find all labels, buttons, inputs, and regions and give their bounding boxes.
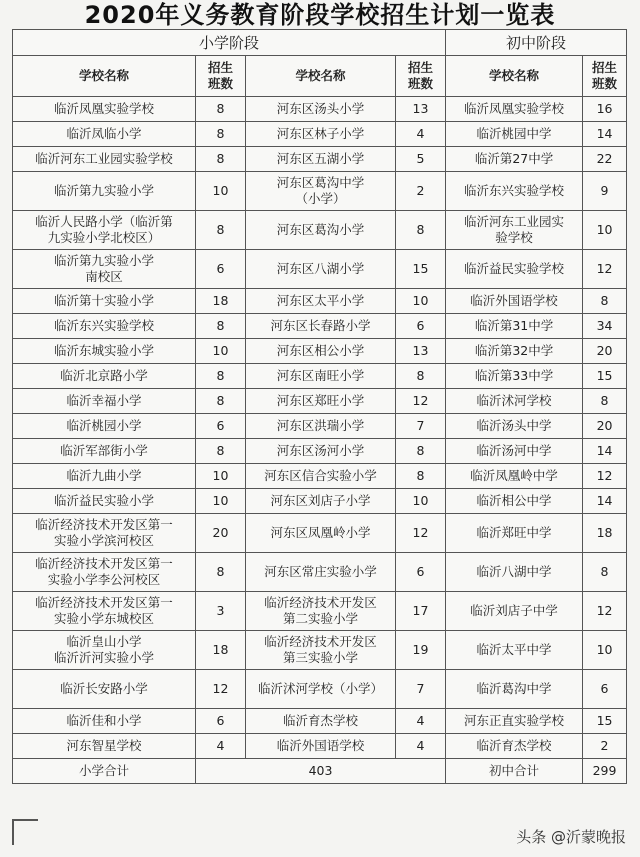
primary-class-count: 8	[396, 439, 446, 464]
primary-school-name: 河东区汤河小学	[246, 439, 396, 464]
primary-class-count: 8	[196, 439, 246, 464]
primary-class-count: 10	[396, 289, 446, 314]
primary-school-name: 河东区汤头小学	[246, 97, 396, 122]
primary-class-count: 10	[196, 172, 246, 211]
primary-class-count: 4	[396, 709, 446, 734]
junior-class-count: 10	[583, 631, 627, 670]
primary-class-count: 18	[196, 289, 246, 314]
primary-class-count: 10	[196, 489, 246, 514]
table-row	[13, 97, 627, 122]
junior-school-name: 临沂太平中学	[446, 631, 583, 670]
primary-class-count: 6	[196, 414, 246, 439]
column-header-row	[13, 56, 627, 97]
primary-school-name: 临沂长安路小学	[13, 670, 196, 709]
primary-school-name: 临沂经济技术开发区第一 实验小学李公河校区	[13, 553, 196, 592]
junior-class-count: 20	[583, 414, 627, 439]
table-row	[13, 289, 627, 314]
table-row	[13, 734, 627, 759]
primary-school-name: 临沂九曲小学	[13, 464, 196, 489]
primary-class-count: 6	[396, 314, 446, 339]
junior-class-count: 20	[583, 339, 627, 364]
primary-school-name: 临沂第九实验小学 南校区	[13, 250, 196, 289]
primary-school-name: 河东区郑旺小学	[246, 389, 396, 414]
page-title: 2020年义务教育阶段学校招生计划一览表	[84, 1, 556, 29]
junior-class-count: 8	[583, 553, 627, 592]
table-row	[13, 364, 627, 389]
primary-school-name: 临沂幸福小学	[13, 389, 196, 414]
primary-school-name: 临沂第九实验小学	[13, 172, 196, 211]
junior-school-name: 临沂第33中学	[446, 364, 583, 389]
primary-school-name: 河东区五湖小学	[246, 147, 396, 172]
junior-school-name: 临沂育杰学校	[446, 734, 583, 759]
primary-school-name: 临沂凤凰实验学校	[13, 97, 196, 122]
junior-school-name: 临沂汤头中学	[446, 414, 583, 439]
primary-class-count: 8	[396, 364, 446, 389]
primary-class-count: 19	[396, 631, 446, 670]
col-header-classes: 招生 班数	[583, 56, 627, 97]
junior-class-count: 10	[583, 211, 627, 250]
table-row	[13, 122, 627, 147]
primary-class-count: 18	[196, 631, 246, 670]
junior-school-name: 临沂益民实验学校	[446, 250, 583, 289]
primary-school-name: 河东区刘店子小学	[246, 489, 396, 514]
junior-class-count: 2	[583, 734, 627, 759]
junior-school-name: 临沂外国语学校	[446, 289, 583, 314]
table-row	[13, 389, 627, 414]
primary-school-name: 河东区葛沟中学 （小学）	[246, 172, 396, 211]
primary-class-count: 8	[196, 97, 246, 122]
primary-stage-header: 小学阶段	[13, 30, 446, 56]
primary-class-count: 10	[196, 464, 246, 489]
primary-school-name: 河东区洪瑞小学	[246, 414, 396, 439]
table-row	[13, 250, 627, 289]
junior-class-count: 9	[583, 172, 627, 211]
enrollment-plan-table	[12, 29, 627, 784]
primary-school-name: 临沂人民路小学（临沂第 九实验小学北校区）	[13, 211, 196, 250]
junior-class-count: 14	[583, 439, 627, 464]
table-row	[13, 464, 627, 489]
primary-school-name: 临沂经济技术开发区第一 实验小学滨河校区	[13, 514, 196, 553]
table-row	[13, 670, 627, 709]
primary-class-count: 8	[196, 389, 246, 414]
table-row	[13, 172, 627, 211]
junior-school-name: 临沂凤凰岭中学	[446, 464, 583, 489]
primary-school-name: 临沂皇山小学 临沂沂河实验小学	[13, 631, 196, 670]
col-header-school-name: 学校名称	[13, 56, 196, 97]
table-row	[13, 489, 627, 514]
col-header-school-name: 学校名称	[246, 56, 396, 97]
primary-school-name: 临沂东兴实验学校	[13, 314, 196, 339]
junior-school-name: 临沂相公中学	[446, 489, 583, 514]
primary-school-name: 临沂河东工业园实验学校	[13, 147, 196, 172]
col-header-classes: 招生 班数	[396, 56, 446, 97]
primary-school-name: 河东区常庄实验小学	[246, 553, 396, 592]
primary-class-count: 20	[196, 514, 246, 553]
primary-total-value: 403	[196, 759, 446, 784]
primary-class-count: 8	[196, 364, 246, 389]
primary-school-name: 临沂北京路小学	[13, 364, 196, 389]
primary-class-count: 8	[396, 211, 446, 250]
table-row	[13, 314, 627, 339]
primary-class-count: 10	[396, 489, 446, 514]
junior-class-count: 16	[583, 97, 627, 122]
junior-class-count: 22	[583, 147, 627, 172]
primary-class-count: 8	[196, 147, 246, 172]
primary-class-count: 2	[396, 172, 446, 211]
primary-school-name: 临沂经济技术开发区第一 实验小学东城校区	[13, 592, 196, 631]
primary-class-count: 3	[196, 592, 246, 631]
primary-class-count: 8	[396, 464, 446, 489]
junior-class-count: 14	[583, 489, 627, 514]
table-row	[13, 414, 627, 439]
primary-school-name: 临沂沭河学校（小学）	[246, 670, 396, 709]
primary-school-name: 河东区凤凰岭小学	[246, 514, 396, 553]
primary-class-count: 6	[396, 553, 446, 592]
junior-class-count: 14	[583, 122, 627, 147]
junior-school-name: 临沂汤河中学	[446, 439, 583, 464]
junior-school-name: 临沂第31中学	[446, 314, 583, 339]
primary-school-name: 河东智星学校	[13, 734, 196, 759]
junior-school-name: 临沂第27中学	[446, 147, 583, 172]
primary-school-name: 河东区信合实验小学	[246, 464, 396, 489]
primary-class-count: 6	[196, 250, 246, 289]
primary-class-count: 8	[196, 314, 246, 339]
col-header-classes: 招生 班数	[196, 56, 246, 97]
junior-school-name: 临沂河东工业园实 验学校	[446, 211, 583, 250]
totals-row	[13, 759, 627, 784]
primary-total-label: 小学合计	[13, 759, 196, 784]
primary-school-name: 临沂东城实验小学	[13, 339, 196, 364]
primary-school-name: 临沂凤临小学	[13, 122, 196, 147]
primary-school-name: 临沂佳和小学	[13, 709, 196, 734]
primary-class-count: 6	[196, 709, 246, 734]
primary-class-count: 12	[396, 514, 446, 553]
junior-school-name: 临沂葛沟中学	[446, 670, 583, 709]
junior-school-name: 临沂东兴实验学校	[446, 172, 583, 211]
junior-total-value: 299	[583, 759, 627, 784]
table-row	[13, 339, 627, 364]
table-row	[13, 709, 627, 734]
junior-class-count: 18	[583, 514, 627, 553]
junior-class-count: 12	[583, 464, 627, 489]
table-row	[13, 439, 627, 464]
primary-class-count: 8	[196, 122, 246, 147]
primary-class-count: 17	[396, 592, 446, 631]
primary-school-name: 河东区南旺小学	[246, 364, 396, 389]
primary-class-count: 12	[396, 389, 446, 414]
primary-school-name: 临沂育杰学校	[246, 709, 396, 734]
primary-class-count: 10	[196, 339, 246, 364]
primary-school-name: 临沂经济技术开发区 第三实验小学	[246, 631, 396, 670]
junior-class-count: 6	[583, 670, 627, 709]
junior-school-name: 临沂第32中学	[446, 339, 583, 364]
primary-class-count: 4	[396, 122, 446, 147]
primary-class-count: 13	[396, 339, 446, 364]
junior-class-count: 34	[583, 314, 627, 339]
primary-school-name: 河东区葛沟小学	[246, 211, 396, 250]
col-header-school-name: 学校名称	[446, 56, 583, 97]
stage-header-row	[13, 30, 627, 56]
primary-class-count: 15	[396, 250, 446, 289]
primary-school-name: 河东区八湖小学	[246, 250, 396, 289]
junior-school-name: 临沂八湖中学	[446, 553, 583, 592]
primary-class-count: 7	[396, 414, 446, 439]
table-row	[13, 211, 627, 250]
primary-school-name: 河东区太平小学	[246, 289, 396, 314]
junior-school-name: 临沂刘店子中学	[446, 592, 583, 631]
primary-class-count: 5	[396, 147, 446, 172]
junior-school-name: 河东正直实验学校	[446, 709, 583, 734]
primary-school-name: 临沂经济技术开发区 第二实验小学	[246, 592, 396, 631]
junior-school-name: 临沂凤凰实验学校	[446, 97, 583, 122]
primary-class-count: 4	[196, 734, 246, 759]
junior-class-count: 12	[583, 250, 627, 289]
primary-school-name: 临沂益民实验小学	[13, 489, 196, 514]
primary-class-count: 7	[396, 670, 446, 709]
primary-school-name: 临沂第十实验小学	[13, 289, 196, 314]
junior-school-name: 临沂沭河学校	[446, 389, 583, 414]
primary-school-name: 河东区相公小学	[246, 339, 396, 364]
junior-class-count: 15	[583, 709, 627, 734]
primary-class-count: 8	[196, 211, 246, 250]
primary-school-name: 临沂军部街小学	[13, 439, 196, 464]
primary-class-count: 12	[196, 670, 246, 709]
primary-class-count: 4	[396, 734, 446, 759]
primary-school-name: 河东区长春路小学	[246, 314, 396, 339]
junior-total-label: 初中合计	[446, 759, 583, 784]
junior-class-count: 8	[583, 389, 627, 414]
table-row	[13, 553, 627, 592]
junior-class-count: 12	[583, 592, 627, 631]
table-row	[13, 147, 627, 172]
primary-class-count: 13	[396, 97, 446, 122]
junior-stage-header: 初中阶段	[446, 30, 627, 56]
table-row	[13, 631, 627, 670]
table-row	[13, 514, 627, 553]
junior-class-count: 15	[583, 364, 627, 389]
junior-school-name: 临沂桃园中学	[446, 122, 583, 147]
table-row	[13, 592, 627, 631]
primary-school-name: 临沂桃园小学	[13, 414, 196, 439]
corner-mark	[12, 819, 38, 845]
junior-school-name: 临沂郑旺中学	[446, 514, 583, 553]
primary-class-count: 8	[196, 553, 246, 592]
junior-class-count: 8	[583, 289, 627, 314]
primary-school-name: 临沂外国语学校	[246, 734, 396, 759]
primary-school-name: 河东区林子小学	[246, 122, 396, 147]
watermark-text: 头条 @沂蒙晚报	[516, 828, 626, 846]
